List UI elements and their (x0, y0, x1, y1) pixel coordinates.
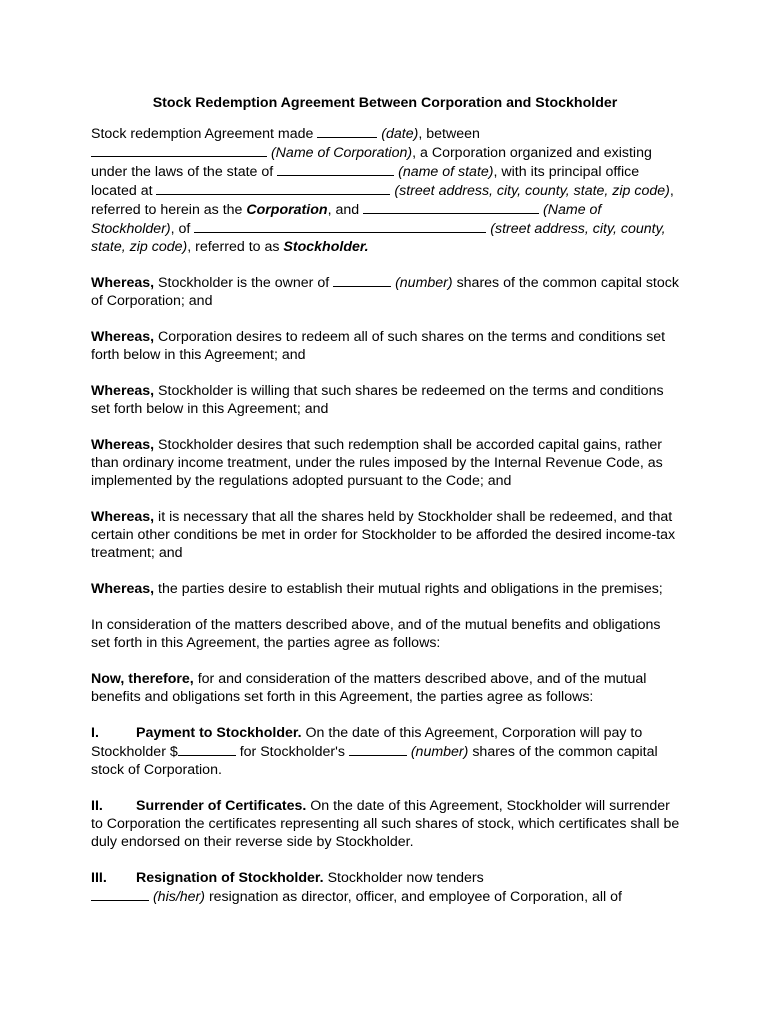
now-therefore-paragraph (91, 670, 683, 706)
corporation-address-hint: (street address, city, county, state, zip code) (394, 183, 670, 199)
section-title: Surrender of Certificates. (136, 798, 307, 814)
whereas-clause (91, 580, 683, 598)
whereas-text: Corporation desires to redeem all of such shares on the terms and conditions set forth below in this Agreement; and (91, 329, 666, 363)
share-count-blank (349, 742, 407, 756)
corporation-name-blank (91, 143, 267, 157)
pronoun-hint: (his/her) (152, 889, 205, 905)
number-hint: (number) (395, 275, 453, 291)
whereas-text: Stockholder is the owner of (154, 275, 334, 291)
whereas-text: shares of the common capital stock of Corporation; and (91, 275, 679, 309)
intro-text: , referred to herein as the (91, 183, 674, 218)
date-blank (317, 124, 377, 138)
section-text: resignation as director, officer, and employee of Corporation, all of (205, 889, 622, 905)
whereas-clause (91, 508, 683, 562)
pronoun-blank (91, 887, 149, 901)
whereas-label: Whereas, (91, 329, 155, 345)
whereas-clause (91, 273, 683, 310)
intro-text: , between (418, 126, 480, 142)
stockholder-address-hint: (street address, city, county, state, zip code) (91, 221, 666, 255)
payment-amount-blank (178, 742, 236, 756)
section-number: I. (91, 725, 99, 741)
section-resignation (91, 869, 683, 906)
whereas-label: Whereas, (91, 437, 155, 453)
whereas-clause (91, 328, 683, 364)
stockholder-address-blank (194, 219, 486, 233)
stockholder-term: Stockholder. (283, 239, 369, 255)
stockholder-name-hint: (Name of Stockholder) (91, 202, 602, 237)
section-text: for Stockholder's (235, 744, 349, 760)
section-text: On the date of this Agreement, Stockholder will surrender to Corporation the certificates representing all such shares of stock, which certificates shall be duly endorsed on their reverse side by Stockholder. (91, 798, 680, 850)
corporation-term: Corporation (246, 202, 328, 218)
intro-text: , and (327, 202, 364, 218)
now-therefore-text: for and consideration of the matters described above, and of the mutual benefits and obligations set forth in this Agreement, the parties agree as follows: (91, 671, 647, 705)
whereas-clause (91, 382, 683, 418)
intro-text: , of (170, 221, 195, 237)
section-title: Resignation of Stockholder. (136, 870, 324, 886)
document-body (91, 124, 683, 924)
whereas-label: Whereas, (91, 581, 155, 597)
section-surrender (91, 797, 683, 851)
consideration-paragraph: In consideration of the matters described above, and of the mutual benefits and obligations set forth in this Agreement, the parties agree as follows: (91, 617, 661, 651)
now-therefore-label: Now, therefore, (91, 671, 194, 687)
intro-text: Stock redemption Agreement made (91, 126, 318, 142)
whereas-text: it is necessary that all the shares held by Stockholder shall be redeemed, and that certain other conditions be met in order for Stockholder to be afforded the desired income-tax treatment; and (91, 509, 676, 561)
date-hint: (date) (381, 126, 419, 142)
whereas-text: Stockholder is willing that such shares be redeemed on the terms and conditions set forth below in this Agreement; and (91, 383, 664, 417)
section-number: II. (91, 798, 103, 814)
section-payment (91, 724, 683, 779)
whereas-label: Whereas, (91, 275, 155, 291)
whereas-text: the parties desire to establish their mutual rights and obligations in the premises; (154, 581, 663, 597)
section-title: Payment to Stockholder. (136, 725, 302, 741)
corporation-address-blank (156, 181, 390, 195)
intro-text: , referred to as (187, 239, 284, 255)
document-title: Stock Redemption Agreement Between Corporation and Stockholder (152, 95, 618, 111)
whereas-label: Whereas, (91, 509, 155, 525)
whereas-clause (91, 436, 683, 490)
section-text: Stockholder now tenders (323, 870, 484, 886)
state-blank (277, 162, 394, 176)
stockholder-name-blank (363, 200, 539, 214)
whereas-label: Whereas, (91, 383, 155, 399)
corporation-name-hint: (Name of Corporation) (270, 145, 413, 161)
share-count-blank (333, 273, 391, 287)
intro-text: , a Corporation organized and existing under the laws of the state of (91, 145, 652, 180)
number-hint: (number) (410, 744, 469, 760)
section-text: On the date of this Agreement, Corporation will pay to Stockholder $ (91, 725, 643, 760)
intro-paragraph (91, 124, 683, 256)
state-hint: (name of state) (398, 164, 494, 180)
intro-text: , with its principal office located at (91, 164, 640, 199)
whereas-text: Stockholder desires that such redemption shall be accorded capital gains, rather than ordinary income treatment, under the rules imposed by the Internal Revenue Code, as implemented by the regulations adopted pursuant to the Code; and (91, 437, 663, 489)
section-number: III. (91, 870, 107, 886)
section-text: shares of the common capital stock of Corporation. (91, 744, 658, 778)
